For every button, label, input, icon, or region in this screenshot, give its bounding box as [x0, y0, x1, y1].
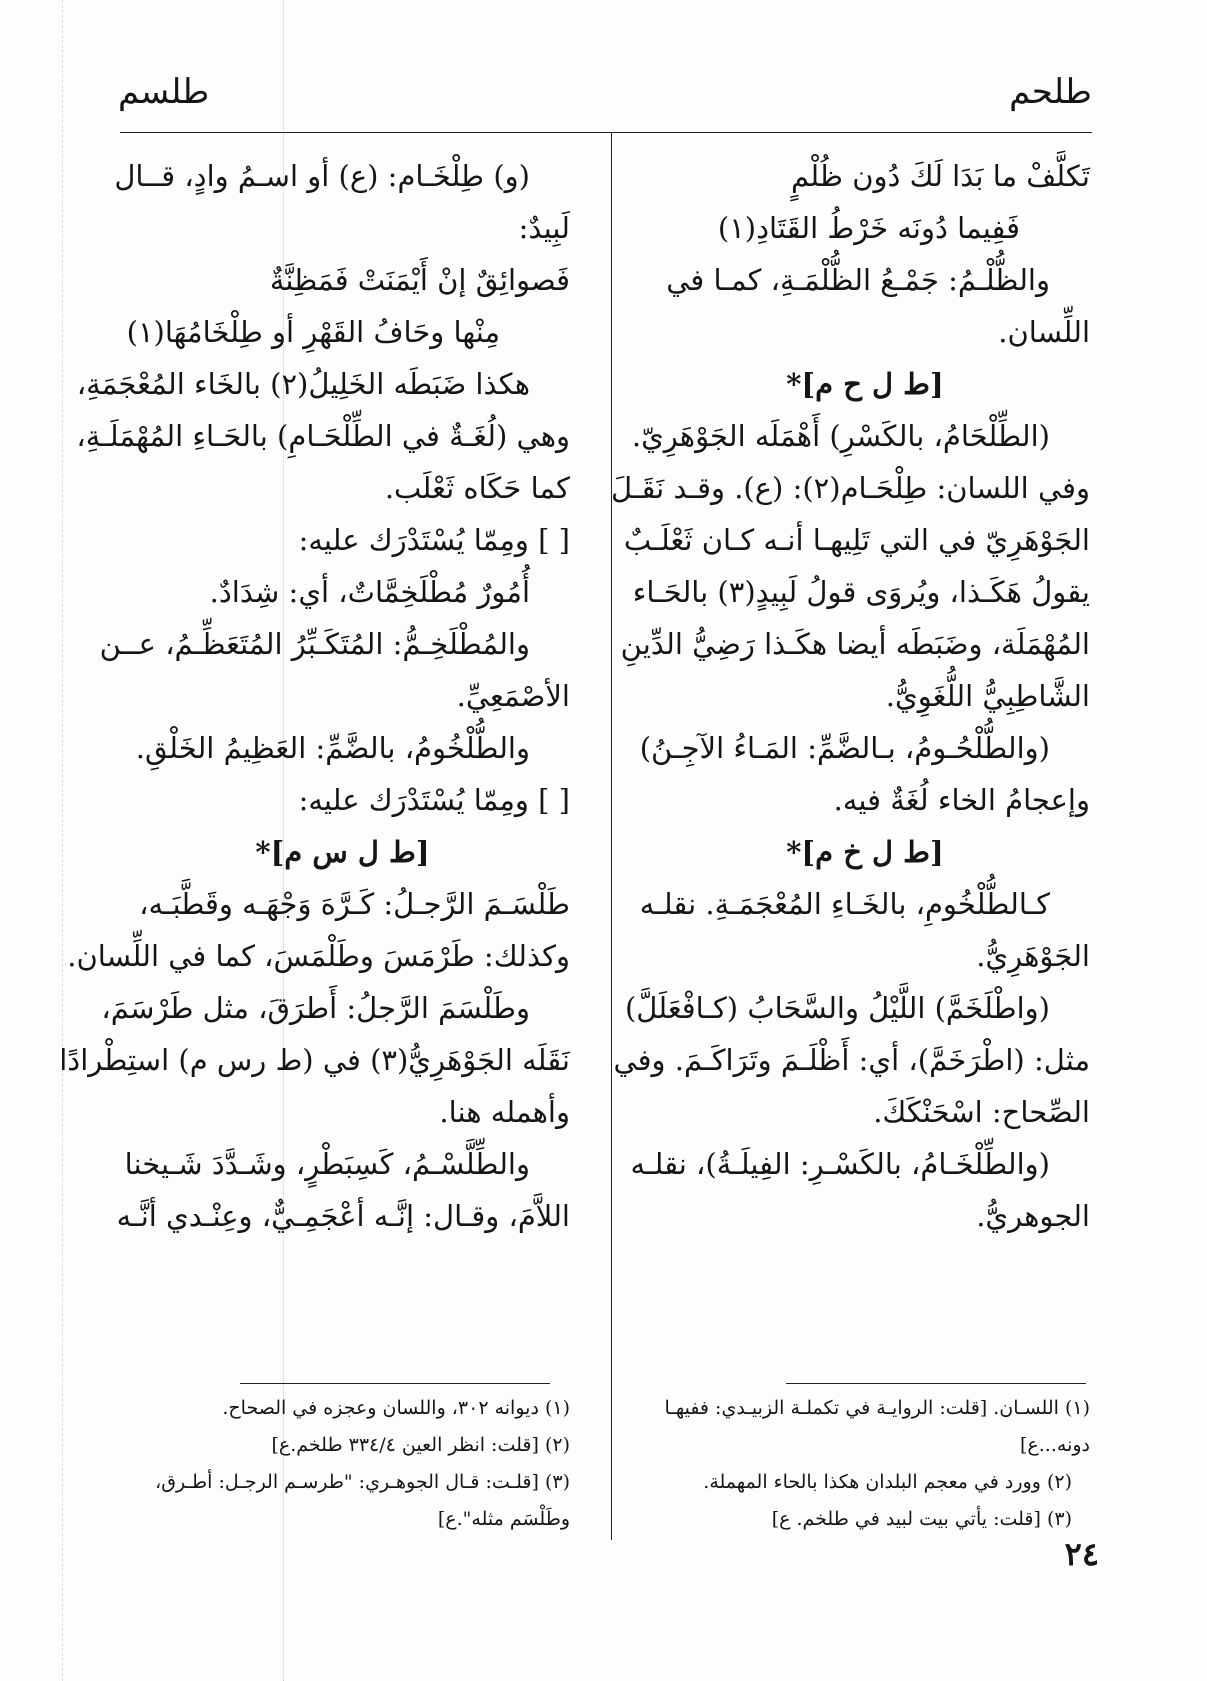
footnotes-left: [115, 1390, 570, 1538]
footnote-line: (٢) [قلت: انظر العين ٣٣٤/٤ طلخم.ع]: [271, 1434, 570, 1456]
text-line: [ ] ومِمّا يُسْتَدْرَك عليه:: [298, 523, 570, 557]
text-line: مِنْها وحَافُ القَهْرِ أو طِلْخَامُهَا(١): [126, 315, 500, 349]
text-line: لَبِيدٌ:: [518, 211, 570, 245]
text-line: يقولُ هَكَـذا، ويُروَى قولُ لَبِيدٍ(٣) بالحَـاء: [632, 575, 1090, 609]
text-line: (واطْلَخَمَّ) اللَّيْلُ والسَّحَابُ (كـافْعَلَلَّ): [624, 991, 1050, 1025]
text-line: (والطِّلْخَـامُ، بالكَسْـرِ: الفِيلَـةُ)، نقلـه: [630, 1147, 1050, 1181]
text-line: الشَّاطِبِيُّ اللُّغَوِيُّ.: [885, 679, 1090, 713]
text-line: كما حَكَاه ثَعْلَب.: [384, 471, 570, 505]
entry-heading: [ط ل س م]*: [255, 835, 430, 869]
footnote-line: (١) اللسـان. [قلت: الروايـة في تكملـة الزبيـدي: ففيهـا: [664, 1397, 1090, 1419]
page-number: ٢٤: [1064, 1535, 1099, 1573]
text-line: وكذلك: طَرْمَسَ وطَلْمَسَ، كما في اللِّسان.: [67, 939, 570, 973]
text-line: طَلْسَـمَ الرَّجـلُ: كَـرَّهَ وَجْهَـه وقَطَّبَـه،: [139, 887, 570, 921]
text-line: الجوهريُّ.: [976, 1199, 1090, 1233]
text-line: كـالطُّلْخُومِ، بالخَـاءِ المُعْجَمَـةِ. نقلـه: [639, 887, 1050, 921]
text-line: فَفِيما دُونَه خَرْطُ القَتَادِ(١): [717, 211, 1020, 245]
text-line: وإعجامُ الخاء لُغَةٌ فيه.: [833, 783, 1090, 817]
text-line: (الطِّلْحَامُ، بالكَسْرِ) أَهْمَلَه الجَوْهَرِيّ.: [631, 419, 1050, 453]
footnote-rule-right: [786, 1383, 1086, 1384]
entry-heading: [ط ل خ م]*: [786, 835, 944, 869]
footnote-line: (٢) وورد في معجم البلدان هكذا بالحاء المهملة.: [703, 1471, 1072, 1493]
footnotes-right: [625, 1390, 1090, 1538]
text-line: الصِّحاح: اسْحَنْكَكَ.: [873, 1095, 1090, 1129]
text-line: نَقَلَه الجَوْهَرِيُّ(٣) في (ط رس م) استِطْرادًا: [59, 1043, 570, 1077]
footnote-line: (١) ديوانه ٣٠٢، واللسان وعجزه في الصحاح.: [222, 1397, 570, 1419]
text-line: وطَلْسَمَ الرَّجلُ: أَطرَقَ، مثل طَرْسَمَ،: [101, 991, 530, 1025]
text-line: والطِّلَّسْـمُ، كَسِبَطْرٍ، وشَـدَّدَ شَـيخنا: [124, 1147, 530, 1181]
left-column: [59, 150, 570, 1242]
text-line: الجَوْهَرِيّ في التي تَلِيهـا أنـه كـان ثَعْلَـبٌ: [623, 523, 1090, 557]
text-line: تَكلَّفْ ما بَدَا لَكَ دُون ظُلْمٍ: [791, 159, 1090, 193]
text-line: (والطُّلْحُـومُ، بـالضَّمِّ: المَـاءُ الآجِـنُ): [639, 731, 1050, 765]
running-header-left: طلسم: [118, 72, 210, 112]
text-line: المُهْمَلَة، وضَبَطَه أيضا هكَـذا رَضِيُّ الدِّينِ: [620, 627, 1090, 661]
running-header-right: طلحم: [1009, 72, 1092, 112]
text-line: فَصوائِقٌ إنْ أَيْمَنَتْ فَمَظِنَّةٌ: [269, 263, 570, 297]
text-line: والمُطْلَخِـمُّ: المُتَكَـبِّرُ المُتَعَظِّـمُ، عــن: [99, 627, 530, 661]
text-line: الجَوْهَرِيُّ.: [976, 939, 1090, 973]
text-line: [ ] ومِمّا يُسْتَدْرَك عليه:: [298, 783, 570, 817]
text-line: مثل: (اطْرَخَمَّ)، أي: أَظْلَـمَ وتَرَاكَـمَ. وفي: [613, 1043, 1090, 1077]
footnote-line: (٣) [قلت: يأتي بيت لبيد في طلخم. ع]: [771, 1508, 1072, 1530]
text-line: وهي (لُغَـةٌ في الطِّلْحَـامِ) بالحَـاءِ المُهْمَلَـةِ،: [76, 419, 570, 453]
text-line: أُمُورٌ مُطْلَخِمَّاتٌ، أي: شِدَادٌ.: [209, 575, 530, 609]
text-line: وأهمله هنا.: [439, 1095, 570, 1129]
text-line: وفي اللسان: طِلْحَـام(٢): (ع). وقـد نَقَـلَ: [610, 471, 1090, 505]
footnote-rule-left: [240, 1383, 550, 1384]
text-line: اللاَّمَ، وقـال: إنَّـه أعْجَمِـيٌّ، وعِنْـدي أنَّـه: [116, 1199, 570, 1233]
text-line: الأصْمَعِيِّ.: [456, 679, 570, 713]
footnote-line: (٣) [قلـت: قـال الجوهـري: "طرسـم الرجـل: أطـرق،: [155, 1471, 570, 1493]
text-line: والظُّلْـمُ: جَمْـعُ الظُّلْمَـةِ، كمـا في: [666, 263, 1050, 297]
entry-heading: [ط ل ح م]*: [786, 367, 944, 401]
text-line: اللِّسان.: [998, 315, 1090, 349]
column-divider: [611, 132, 612, 1540]
text-line: هكذا ضَبَطَه الخَلِيلُ(٢) بالخَاء المُعْجَمَةِ،: [76, 367, 530, 401]
page-fold-line-secondary: [62, 0, 63, 1681]
text-line: والطُّلْخُومُ، بالضَّمِّ: العَظِيمُ الخَلْقِ.: [135, 731, 530, 765]
footnote-line: دونه...ع]: [1020, 1434, 1090, 1456]
header-rule: [120, 132, 1092, 133]
right-column: [610, 150, 1090, 1242]
footnote-line: وطَلْسَم مثله".ع]: [437, 1508, 570, 1530]
text-line: (و) طِلْخَـام: (ع) أو اسـمُ وادٍ، قــال: [114, 159, 530, 193]
